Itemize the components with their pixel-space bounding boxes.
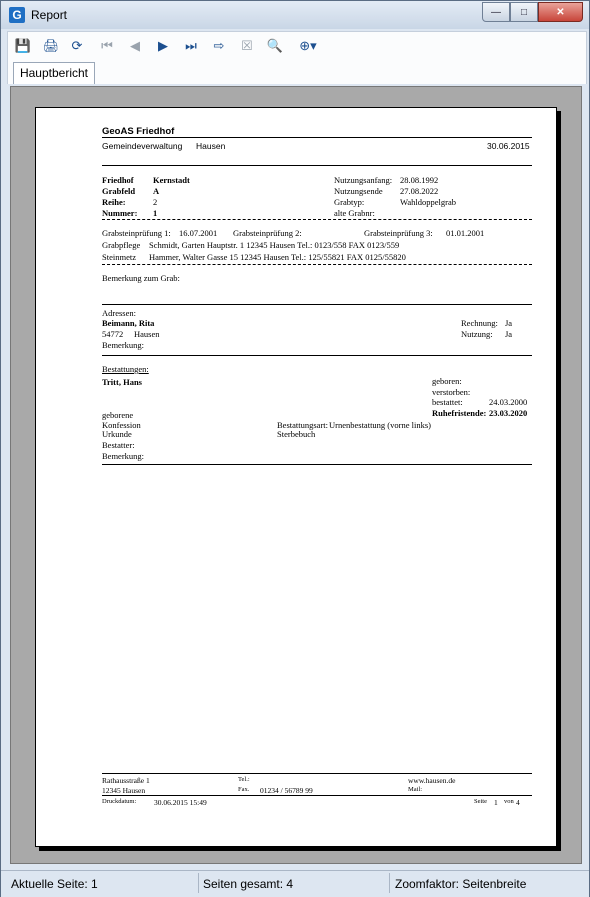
- export-icon[interactable]: 💾: [14, 38, 32, 53]
- status-bar: [1, 870, 589, 897]
- address-city: Hausen: [134, 329, 160, 339]
- label-geboren: geboren:: [432, 376, 462, 386]
- find-icon[interactable]: 🔍: [266, 38, 284, 53]
- org-name: GeoAS Friedhof: [102, 126, 175, 137]
- footer-von: 4: [516, 798, 520, 807]
- deceased-name: Tritt, Hans: [102, 377, 142, 387]
- org-city: Hausen: [196, 141, 226, 151]
- label-reihe: Reihe:: [102, 197, 126, 207]
- label-konfession: Konfession: [102, 420, 141, 430]
- label-nutzungsanfang: Nutzungsanfang:: [334, 175, 393, 185]
- window-controls: [482, 2, 583, 21]
- label-nutzung: Nutzung:: [461, 329, 493, 339]
- value-friedhof: Kernstadt: [153, 175, 190, 185]
- tab-strip: [7, 60, 587, 84]
- value-bestattungsart: Urnenbestattung (vorne links): [329, 420, 431, 430]
- value-nutzungsende: 27.08.2022: [400, 186, 439, 196]
- address-zip: 54772: [102, 329, 124, 339]
- label-grabtyp: Grabtyp:: [334, 197, 365, 207]
- label-geborene: geborene: [102, 410, 134, 420]
- footer-fax: 01234 / 56789 99: [260, 786, 313, 795]
- label-friedhof: Friedhof: [102, 175, 134, 185]
- footer-mail-label: Mail:: [408, 786, 423, 793]
- footer-web: www.hausen.de: [408, 776, 456, 785]
- status-current-page: Aktuelle Seite: 1: [11, 877, 98, 891]
- print-date: 30.06.2015: [487, 141, 530, 151]
- next-page-icon[interactable]: ▶: [158, 38, 168, 53]
- close-button[interactable]: ✕: [538, 2, 583, 22]
- label-gp2: Grabsteinprüfung 2:: [233, 228, 302, 238]
- label-verstorben: verstorben:: [432, 387, 471, 397]
- minimize-button[interactable]: —: [482, 2, 510, 22]
- footer-city: 12345 Hausen: [102, 786, 146, 795]
- value-nummer: 1: [153, 208, 158, 218]
- footer-seite: 1: [494, 798, 498, 807]
- label-bemerkung: Bemerkung:: [102, 340, 145, 350]
- footer-fax-label: Fax.: [238, 786, 250, 793]
- label-bemerkung-grab: Bemerkung zum Grab:: [102, 273, 180, 283]
- maximize-button[interactable]: □: [510, 2, 538, 22]
- value-nutzung: Ja: [505, 329, 513, 339]
- status-zoom: Zoomfaktor: Seitenbreite: [395, 877, 527, 891]
- app-icon: G: [9, 7, 25, 23]
- label-ruhefristende: Ruhefristende:: [432, 408, 487, 418]
- value-reihe: 2: [153, 197, 158, 207]
- value-rechnung: Ja: [505, 318, 513, 328]
- title-bar: [1, 1, 589, 29]
- value-gp1: 16.07.2001: [179, 228, 218, 238]
- zoom-icon[interactable]: ⊕▾: [299, 38, 317, 53]
- label-steinmetz: Steinmetz: [102, 252, 136, 262]
- value-grabpflege: Schmidt, Garten Hauptstr. 1 12345 Hausen Tel.: 0123/558 FAX 0123/559: [149, 240, 400, 250]
- first-page-icon[interactable]: ⏮: [101, 38, 113, 53]
- report-page: [35, 107, 557, 847]
- cancel-icon[interactable]: ☒: [241, 38, 253, 53]
- footer-druckdatum-label: Druckdatum:: [102, 798, 137, 805]
- label-bemerkung-2: Bemerkung:: [102, 451, 145, 461]
- last-page-icon[interactable]: ⏭: [185, 38, 197, 53]
- value-bestattet: 24.03.2000: [489, 397, 528, 407]
- print-icon[interactable]: 🖨: [42, 38, 60, 53]
- org-sub: Gemeindeverwaltung: [102, 141, 183, 151]
- footer-tel-label: Tel.:: [238, 776, 250, 783]
- value-ruhefristende: 23.03.2020: [489, 408, 528, 418]
- label-sterbebuch: Sterbebuch: [277, 429, 316, 439]
- window-title: Report: [31, 8, 68, 22]
- value-steinmetz: Hammer, Walter Gasse 15 12345 Hausen Tel.: 125/55821 FAX 0125/55820: [149, 252, 406, 262]
- label-bestattet: bestattet:: [432, 397, 463, 407]
- label-gp3: Grabsteinprüfung 3:: [364, 228, 433, 238]
- label-rechnung: Rechnung:: [461, 318, 498, 328]
- value-grabtyp: Wahldoppelgrab: [400, 197, 456, 207]
- label-nummer: Nummer:: [102, 208, 138, 218]
- status-total-pages: Seiten gesamt: 4: [203, 877, 294, 891]
- refresh-icon[interactable]: ⟳: [71, 38, 83, 53]
- footer-seite-label: Seite: [474, 798, 487, 805]
- label-gp1: Grabsteinprüfung 1:: [102, 228, 171, 238]
- label-bestattungsart: Bestattungsart:: [277, 420, 328, 430]
- report-viewer[interactable]: [10, 86, 582, 864]
- label-grabfeld: Grabfeld: [102, 186, 136, 196]
- label-bestatter: Bestatter:: [102, 440, 135, 450]
- footer-street: Rathausstraße 1: [102, 776, 150, 785]
- value-gp3: 01.01.2001: [446, 228, 485, 238]
- label-grabpflege: Grabpflege: [102, 240, 141, 250]
- label-nutzungsende: Nutzungsende: [334, 186, 383, 196]
- label-bestattungen: Bestattungen:: [102, 364, 149, 374]
- value-grabfeld: A: [153, 186, 160, 196]
- toolbar: [7, 31, 587, 61]
- goto-page-icon[interactable]: ⇨: [213, 38, 225, 53]
- prev-page-icon[interactable]: ◀: [130, 38, 140, 53]
- label-alte-grabnr: alte Grabnr:: [334, 208, 375, 218]
- label-urkunde: Urkunde: [102, 429, 132, 439]
- footer-von-label: von: [504, 798, 514, 805]
- tab-hauptbericht[interactable]: Hauptbericht: [13, 62, 95, 84]
- address-name: Beimann, Rita: [102, 318, 155, 328]
- footer-druckdatum: 30.06.2015 15:49: [154, 798, 207, 807]
- value-nutzungsanfang: 28.08.1992: [400, 175, 439, 185]
- label-adressen: Adressen:: [102, 308, 136, 318]
